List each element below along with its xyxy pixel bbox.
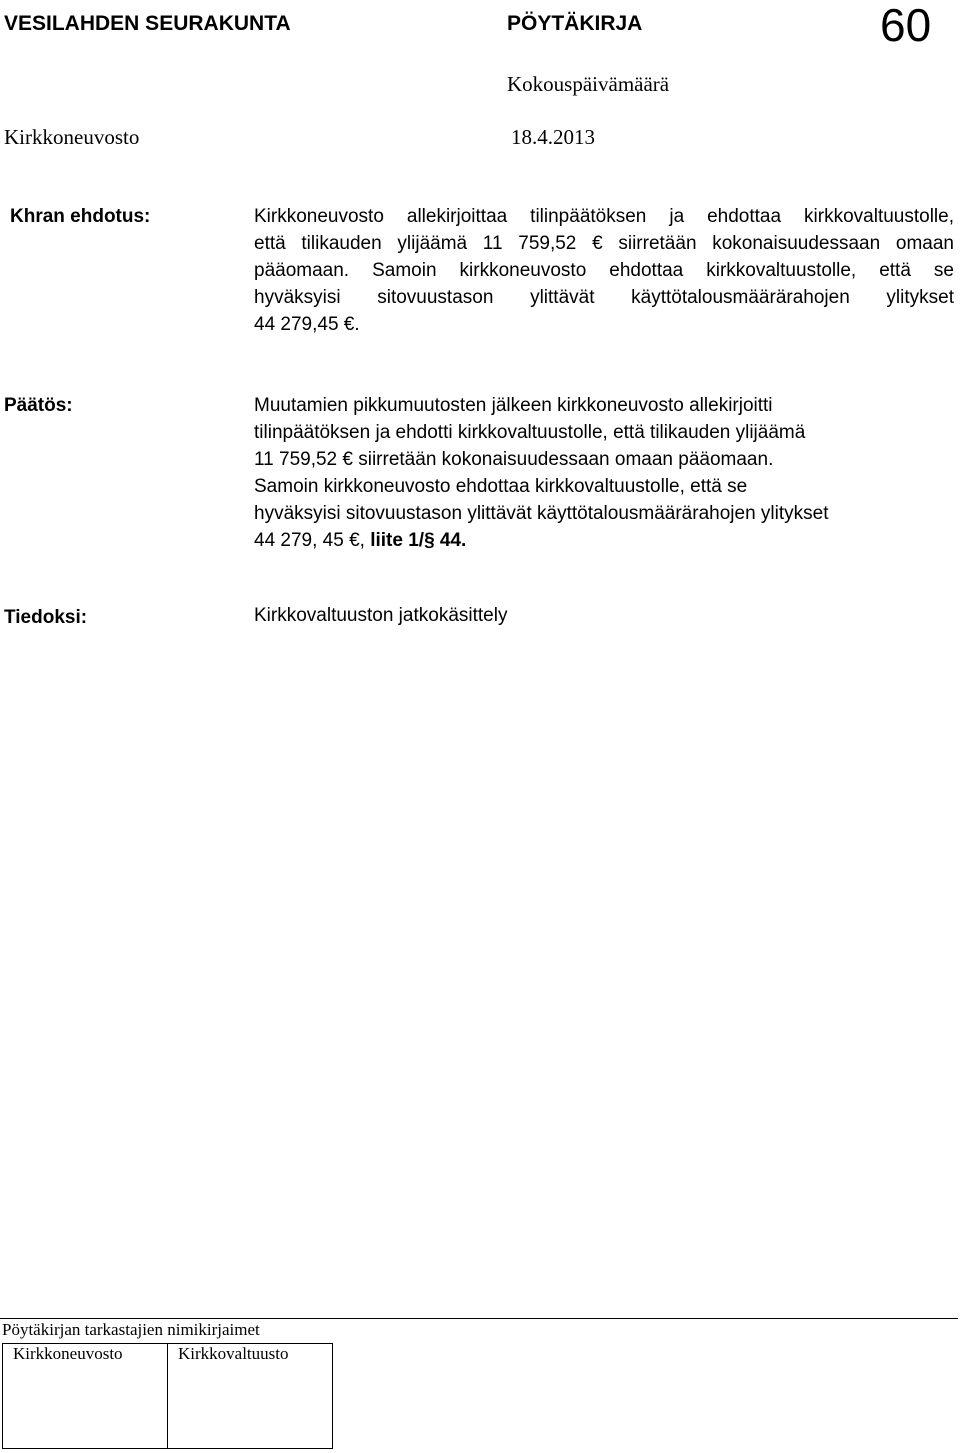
proposal-label: Khran ehdotus: — [10, 206, 151, 227]
proposal-line: 44 279,45 €. — [254, 314, 360, 335]
notice-label: Tiedoksi: — [4, 607, 88, 628]
decision-line: 11 759,52 € siirretään kokonaisuudessaan omaan pääomaan. — [254, 449, 774, 470]
proposal-line: hyväksyisi sitovuustason ylittävät käyttötalousmäärärahojen ylitykset — [254, 287, 954, 308]
proposal-line: että tilikauden ylijäämä 11 759,52 € siirretään kokonaisuudessaan omaan — [254, 233, 954, 254]
signature-divider — [0, 1318, 958, 1319]
meeting-body: Kirkkoneuvosto — [4, 125, 140, 149]
decision-line: Muutamien pikkumuutosten jälkeen kirkkoneuvosto allekirjoitti — [254, 395, 773, 416]
signature-box-label: Kirkkoneuvosto — [13, 1344, 123, 1363]
proposal-line: pääomaan. Samoin kirkkoneuvosto ehdottaa kirkkovaltuustolle, että se — [254, 260, 954, 281]
proposal-line: Kirkkoneuvosto allekirjoittaa tilinpäätöksen ja ehdottaa kirkkovaltuustolle, — [254, 206, 954, 227]
proposal-text — [254, 203, 958, 338]
signature-title: Pöytäkirjan tarkastajien nimikirjaimet — [2, 1320, 260, 1339]
signature-box-label: Kirkkovaltuusto — [178, 1344, 289, 1363]
document-type: PÖYTÄKIRJA — [507, 12, 643, 35]
attachment-reference: liite 1/§ 44. — [370, 530, 467, 551]
decision-line: Samoin kirkkoneuvosto ehdottaa kirkkovaltuustolle, että se — [254, 476, 748, 497]
decision-text — [254, 392, 958, 554]
decision-amount: 44 279, 45 €, — [254, 530, 371, 551]
signature-box-kirkkoneuvosto — [2, 1343, 168, 1449]
decision-line: hyväksyisi sitovuustason ylittävät käyttötalousmäärärahojen ylitykset — [254, 503, 829, 524]
page-number: 60 — [880, 0, 932, 51]
meeting-date-label: Kokouspäivämäärä — [507, 72, 670, 96]
meeting-date: 18.4.2013 — [511, 125, 595, 149]
decision-last-line — [254, 527, 958, 554]
notice-text: Kirkkovaltuuston jatkokäsittely — [254, 605, 508, 626]
organization-name: VESILAHDEN SEURAKUNTA — [4, 12, 291, 35]
decision-label: Päätös: — [4, 395, 73, 416]
decision-line: tilinpäätöksen ja ehdotti kirkkovaltuustolle, että tilikauden ylijäämä — [254, 422, 806, 443]
signature-box-kirkkovaltuusto — [167, 1343, 333, 1449]
